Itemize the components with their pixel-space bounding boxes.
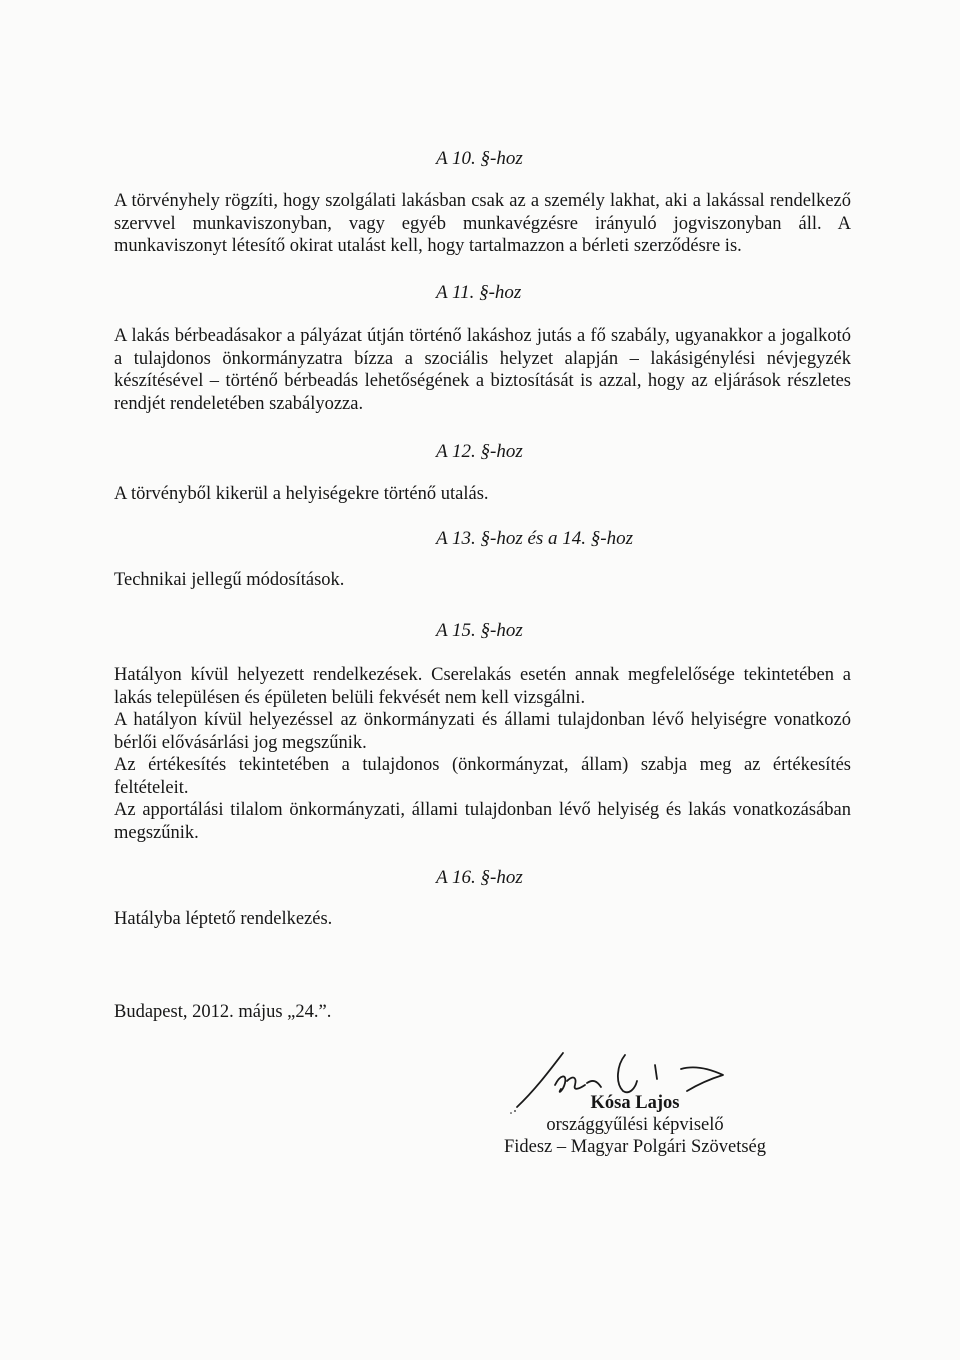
date-line: Budapest, 2012. május „24.”.: [114, 1002, 332, 1022]
heading-section-13-14: A 13. §-hoz és a 14. §-hoz: [436, 528, 634, 549]
heading-section-12: A 12. §-hoz: [436, 441, 523, 462]
heading-section-10: A 10. §-hoz: [436, 148, 523, 169]
paragraph-section-11: A lakás bérbeadásakor a pályázat útján történő lakáshoz jutás a fő szabály, ugyanakkor a jogalkotó a tulajdonos önkormányzatra bízza a szociális helyzet alapján – lakásigénylési névjegyzék készítésével – történő bérbeadás lehetőségének a biztosítását is azzal, hogy az eljárások részletes rendjét rendeletében szabályozza.: [114, 326, 851, 414]
heading-section-15: A 15. §-hoz: [436, 620, 523, 641]
signatory-role: országgyűlési képviselő: [546, 1115, 724, 1135]
paragraph-section-16: Hatályba léptető rendelkezés.: [114, 909, 333, 929]
paragraph-section-15-3: Az értékesítés tekintetében a tulajdonos (önkormányzat, állam) szabja meg az értékesítés feltételeit.: [114, 755, 851, 798]
signatory-name: Kósa Lajos: [590, 1093, 680, 1113]
heading-section-16: A 16. §-hoz: [436, 867, 523, 888]
paragraph-section-15-1: Hatályon kívül helyezett rendelkezések. Cserelakás esetén annak megfelelősége tekintetében a lakás településen és épületen belüli fekvését nem kell vizsgálni.: [114, 665, 851, 708]
paragraph-section-12: A törvényből kikerül a helyiségekre történő utalás.: [114, 484, 489, 504]
signatory-party: Fidesz – Magyar Polgári Szövetség: [503, 1137, 767, 1157]
paragraph-section-15-2: A hatályon kívül helyezéssel az önkormányzati és állami tulajdonban lévő helyiségre vonatkozó bérlői elővásárlási jog megszűnik.: [114, 710, 851, 753]
paragraph-section-10: A törvényhely rögzíti, hogy szolgálati lakásban csak az a személy lakhat, aki a lakással rendelkező szervvel munkaviszonyban, vagy egyéb munkavégzésre irányuló jogviszonyban áll. A munkaviszonyt létesítő okirat utalást kell, hogy tartalmazzon a bérleti szerződésre is.: [114, 191, 851, 257]
paragraph-section-15-4: Az apportálási tilalom önkormányzati, állami tulajdonban lévő helyiség és lakás vonatkozásában megszűnik.: [114, 800, 851, 843]
signature-block: [470, 1092, 800, 1158]
heading-section-11: A 11. §-hoz: [436, 282, 522, 303]
paragraph-section-13-14: Technikai jellegű módosítások.: [114, 570, 345, 590]
